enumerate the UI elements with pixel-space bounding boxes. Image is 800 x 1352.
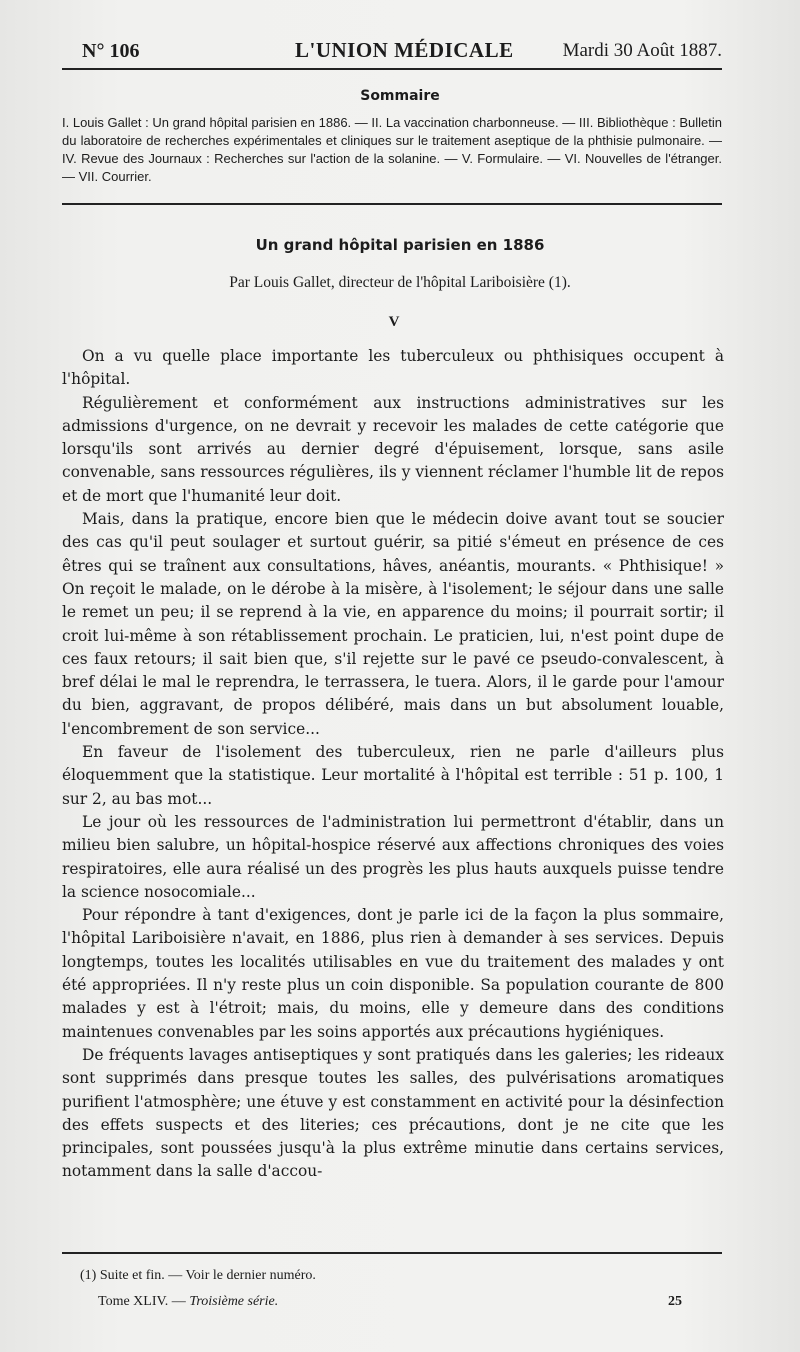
paragraph: En faveur de l'isolement des tuberculeux, rien ne parle d'ailleurs plus éloquemment que la statistique. Leur mortalité à l'hôpital est terrible : 51 p. 100, 1 sur 2, au bas mot... [62, 743, 724, 808]
paragraph: Régulièrement et conformément aux instructions administratives sur les admissions d'urgence, on ne devrait y recevoir les malades de cette catégorie que lorsqu'ils sont arrivés au dernier degré d'épuisement, lorsque, sans asile convenable, sans ressources régulières, ils y viennent réclamer l'humble lit de repos et de mort que l'humanité leur doit. [62, 393, 724, 505]
page-header [82, 36, 722, 68]
article-title: Un grand hôpital parisien en 1886 [255, 236, 545, 254]
sommaire-text: I. Louis Gallet : Un grand hôpital parisien en 1886. — II. La vaccination charbonneuse. — III. Bibliothèque : Bulletin du laboratoire de recherches expérimentales et cliniques sur le traitement aseptique de la phthisie pulmonaire. — IV. Revue des Journaux : Recherches sur l'action de la solanine. — V. Formulaire. — VI. Nouvelles de l'étranger. — VII. Courrier. [62, 115, 722, 184]
article-byline: Par Louis Gallet, directeur de l'hôpital Lariboisière (1). [229, 274, 571, 291]
header-rule [62, 68, 722, 70]
paragraph: Mais, dans la pratique, encore bien que le médecin doive avant tout se soucier des cas qu'il peut soulager et surtout guérir, sa pitié s'émeut en présence de ces êtres qui se traînent aux consultations, hâves, anéantis, mourants. « Phthisique! » On reçoit le malade, on le dérobe à la misère, à l'isolement; le séjour dans une salle le remet un peu; il se reprend à la vie, en apparence du moins; il pourrait sortir; il croit lui-même à son rétablissement prochain. Le praticien, lui, n'est point dupe de ces faux retours; il sait bien que, s'il rejette sur le pavé ce pseudo-convalescent, à bref délai le mal le reprendra, le terrassera, le tuera. Alors, il le garde pour l'amour du bien, aggravant, de propos délibéré, mais dans un but absolument louable, l'encombrement de son service... [62, 510, 724, 738]
paragraph: Pour répondre à tant d'exigences, dont je parle ici de la façon la plus sommaire, l'hôpital Lariboisière n'avait, en 1886, plus rien à demander à ses services. Depuis longtemps, toutes les localités utilisables en vue du traitement des malades y ont été appropriées. Il n'y reste plus un coin disponible. Sa population courante de 800 malades y est à l'étroit; mais, du moins, elle y demeure dans des conditions maintenues convenables par les soins apportés aux précautions hygiéniques. [62, 906, 724, 1041]
article-body [62, 345, 724, 1184]
footnote: (1) Suite et fin. — Voir le dernier numéro. [80, 1268, 316, 1283]
paragraph: De fréquents lavages antiseptiques y sont pratiqués dans les galeries; les rideaux sont supprimés dans presque toutes les salles, des pulvérisations aromatiques purifient l'atmosphère; une étuve y est constamment en activité pour la désinfection des effets suspects et des literies; ces précautions, dont je ne cite que les principales, sont poussées jusqu'à la plus extrême minutie dans certains services, notamment dans la salle d'accou- [62, 1045, 724, 1181]
sommaire-heading: Sommaire [360, 88, 440, 104]
tome-number: Tome XLIV. — [98, 1294, 186, 1309]
journal-title: L'UNION MÉDICALE [295, 38, 514, 62]
issue-number: N° 106 [82, 40, 140, 62]
issue-date: Mardi 30 Août 1887. [562, 40, 722, 61]
section-number: V [388, 314, 400, 330]
sommaire-rule [62, 203, 722, 205]
tome-label [98, 1294, 278, 1310]
footnote-rule [62, 1252, 722, 1254]
page-number: 25 [668, 1294, 682, 1309]
paragraph: Le jour où les ressources de l'administration lui permettront d'établir, dans un milieu bien salubre, un hôpital-hospice réservé aux affections chroniques des voies respiratoires, elle aura réalisé un des progrès les plus hauts auxquels puisse tendre la science nosocomiale... [62, 812, 724, 901]
serie-label: Troisième série. [189, 1294, 279, 1309]
paragraph: On a vu quelle place importante les tuberculeux ou phthisiques occupent à l'hôpital. [62, 347, 724, 389]
